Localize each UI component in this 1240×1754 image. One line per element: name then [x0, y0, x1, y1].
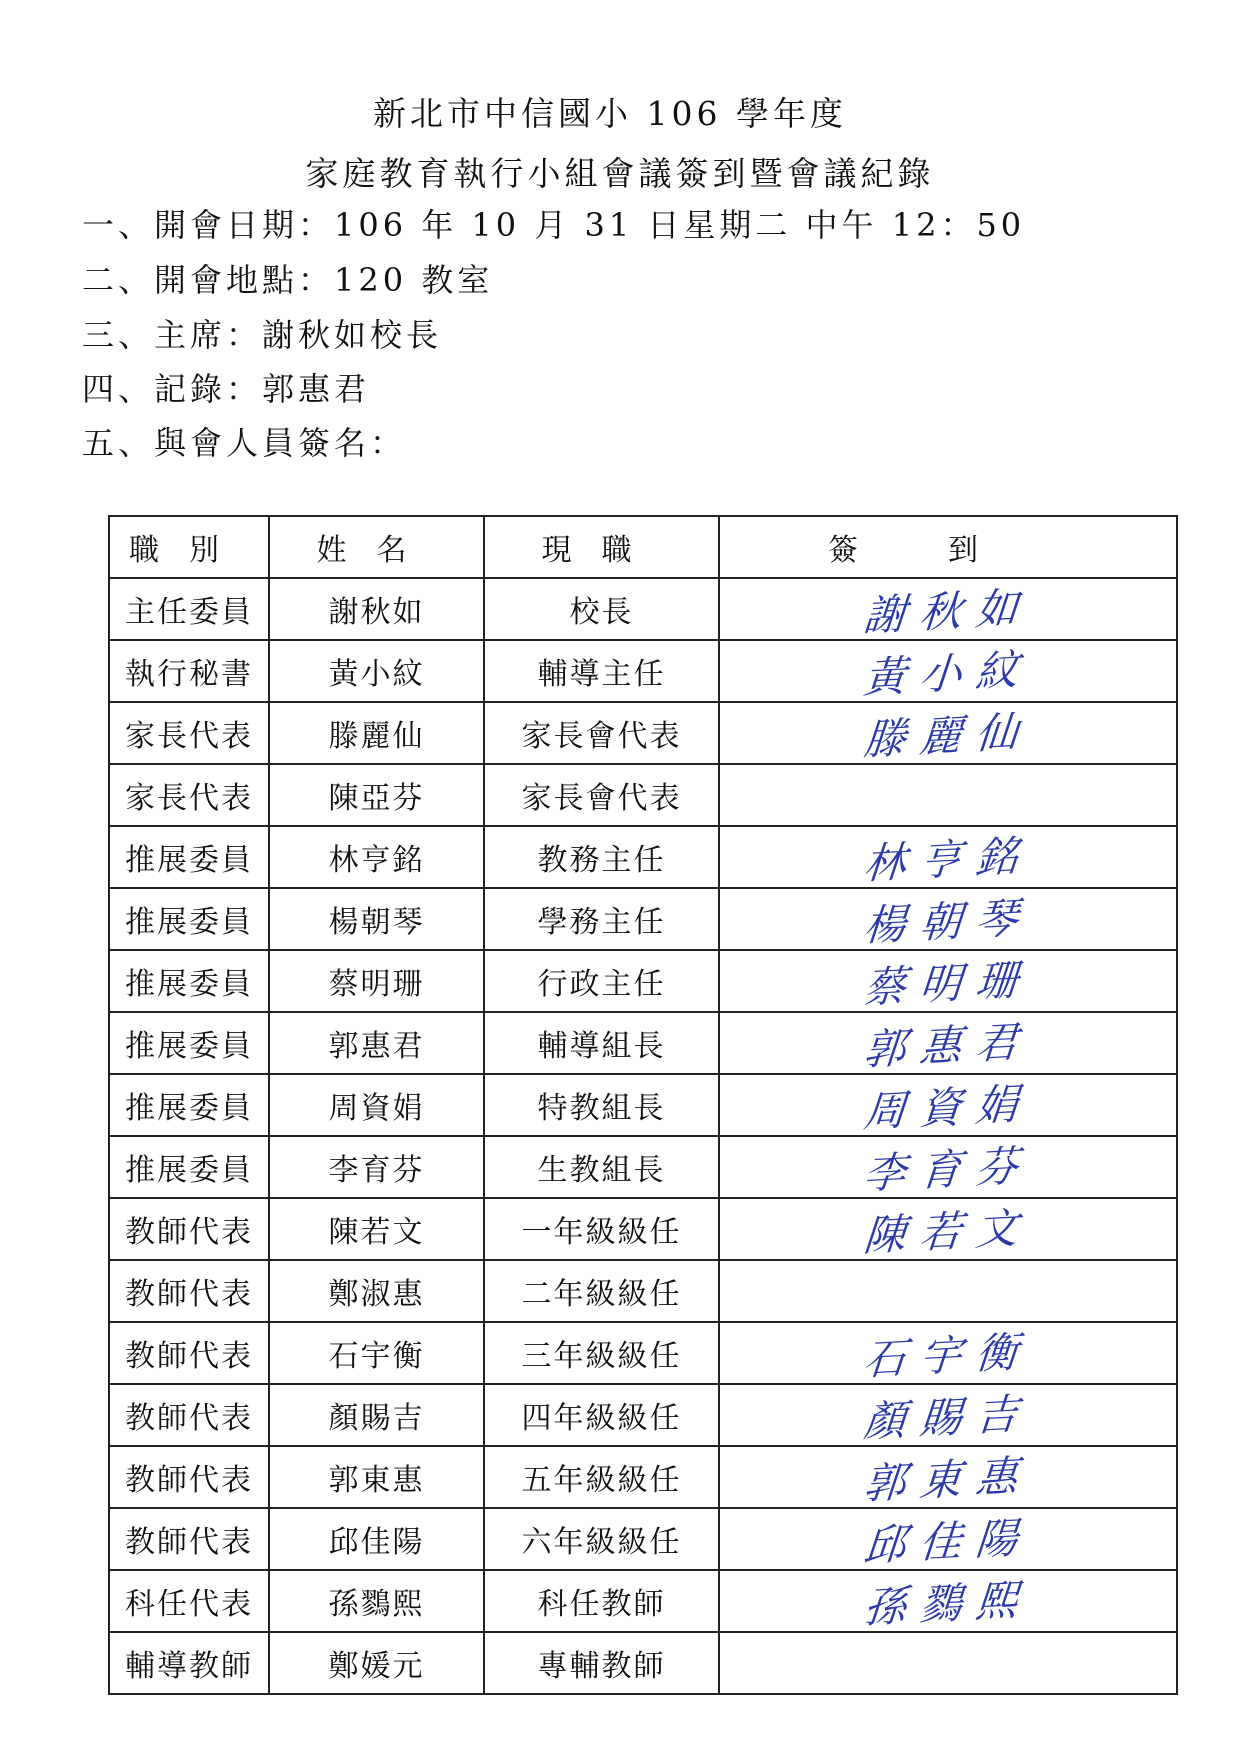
table-row: [109, 950, 1177, 1012]
cell-name: 郭東惠: [269, 1446, 484, 1508]
table-row: [109, 1012, 1177, 1074]
attendance-table: [108, 515, 1178, 1695]
table-row: [109, 1446, 1177, 1508]
cell-name: 蔡明珊: [269, 950, 484, 1012]
handwritten-signature: 楊朝琴: [861, 892, 1034, 951]
cell-signature: [719, 1012, 1177, 1074]
table-row: [109, 1570, 1177, 1632]
cell-name: 鄭淑惠: [269, 1260, 484, 1322]
handwritten-signature: 林亨銘: [861, 830, 1034, 889]
cell-name: 邱佳陽: [269, 1508, 484, 1570]
cell-position: 校長: [484, 578, 719, 640]
cell-name: 顏賜吉: [269, 1384, 484, 1446]
cell-position: 一年級級任: [484, 1198, 719, 1260]
attendee-sign-heading: 五、與會人員簽名：: [82, 424, 407, 462]
cell-name: 鄭媛元: [269, 1632, 484, 1694]
cell-position: 特教組長: [484, 1074, 719, 1136]
header-role: 職別: [109, 516, 269, 578]
meeting-chair: 三、主席：謝秋如校長: [82, 316, 443, 354]
cell-name: 孫鷚熙: [269, 1570, 484, 1632]
cell-role: 推展委員: [109, 1012, 269, 1074]
handwritten-signature: 周資娟: [861, 1078, 1034, 1137]
cell-name: 陳亞芬: [269, 764, 484, 826]
cell-name: 滕麗仙: [269, 702, 484, 764]
cell-signature: [719, 888, 1177, 950]
meeting-date: 一、開會日期：106 年 10 月 31 日星期二 中午 12：50: [82, 206, 1026, 244]
cell-signature: [719, 764, 1177, 826]
table-row: [109, 1136, 1177, 1198]
cell-position: 學務主任: [484, 888, 719, 950]
cell-position: 科任教師: [484, 1570, 719, 1632]
table-row: [109, 764, 1177, 826]
cell-role: 家長代表: [109, 764, 269, 826]
cell-signature: [719, 1136, 1177, 1198]
handwritten-signature: 李育芬: [861, 1140, 1034, 1199]
cell-name: 石宇衡: [269, 1322, 484, 1384]
cell-role: 教師代表: [109, 1446, 269, 1508]
handwritten-signature: 陳若文: [861, 1202, 1034, 1261]
cell-position: 四年級級任: [484, 1384, 719, 1446]
cell-name: 黃小紋: [269, 640, 484, 702]
cell-role: 教師代表: [109, 1384, 269, 1446]
cell-name: 楊朝琴: [269, 888, 484, 950]
cell-name: 謝秋如: [269, 578, 484, 640]
cell-role: 推展委員: [109, 826, 269, 888]
header-signature: 簽到: [719, 516, 1177, 578]
attendance-rows: [109, 578, 1177, 1694]
cell-name: 林亨銘: [269, 826, 484, 888]
cell-position: 輔導組長: [484, 1012, 719, 1074]
table-row: [109, 1198, 1177, 1260]
cell-signature: [719, 1570, 1177, 1632]
document-title: 新北市中信國小 106 學年度: [373, 94, 847, 133]
cell-position: 生教組長: [484, 1136, 719, 1198]
cell-role: 家長代表: [109, 702, 269, 764]
cell-signature: [719, 1632, 1177, 1694]
table-row: [109, 1260, 1177, 1322]
cell-position: 行政主任: [484, 950, 719, 1012]
cell-role: 主任委員: [109, 578, 269, 640]
meeting-location: 二、開會地點：120 教室: [82, 261, 494, 299]
cell-role: 推展委員: [109, 950, 269, 1012]
table-row: [109, 826, 1177, 888]
handwritten-signature: 滕麗仙: [861, 706, 1034, 765]
cell-role: 教師代表: [109, 1198, 269, 1260]
cell-signature: [719, 1384, 1177, 1446]
header-position: 現職: [484, 516, 719, 578]
cell-position: 二年級級任: [484, 1260, 719, 1322]
cell-position: 家長會代表: [484, 764, 719, 826]
handwritten-signature: 郭惠君: [861, 1016, 1034, 1075]
cell-role: 推展委員: [109, 888, 269, 950]
table-row: [109, 578, 1177, 640]
cell-position: 專輔教師: [484, 1632, 719, 1694]
table-row: [109, 1074, 1177, 1136]
cell-signature: [719, 640, 1177, 702]
cell-signature: [719, 1260, 1177, 1322]
handwritten-signature: 石宇衡: [861, 1326, 1034, 1385]
cell-name: 李育芬: [269, 1136, 484, 1198]
cell-role: 教師代表: [109, 1322, 269, 1384]
table-row: [109, 702, 1177, 764]
cell-position: 三年級級任: [484, 1322, 719, 1384]
cell-signature: [719, 1508, 1177, 1570]
cell-signature: [719, 1198, 1177, 1260]
table-row: [109, 1384, 1177, 1446]
handwritten-signature: 郭東惠: [861, 1450, 1034, 1509]
cell-name: 郭惠君: [269, 1012, 484, 1074]
cell-role: 科任代表: [109, 1570, 269, 1632]
table-row: [109, 1632, 1177, 1694]
document-subtitle: 家庭教育執行小組會議簽到暨會議紀錄: [305, 154, 935, 193]
cell-position: 教務主任: [484, 826, 719, 888]
cell-signature: [719, 578, 1177, 640]
cell-role: 教師代表: [109, 1260, 269, 1322]
cell-position: 家長會代表: [484, 702, 719, 764]
cell-signature: [719, 1074, 1177, 1136]
cell-name: 陳若文: [269, 1198, 484, 1260]
handwritten-signature: 邱佳陽: [861, 1512, 1034, 1571]
cell-role: 執行秘書: [109, 640, 269, 702]
cell-role: 教師代表: [109, 1508, 269, 1570]
cell-signature: [719, 826, 1177, 888]
handwritten-signature: 謝秋如: [861, 582, 1034, 641]
handwritten-signature: 孫鷚熙: [861, 1574, 1034, 1633]
cell-role: 推展委員: [109, 1136, 269, 1198]
handwritten-signature: 顏賜吉: [861, 1388, 1034, 1447]
cell-position: 輔導主任: [484, 640, 719, 702]
cell-signature: [719, 1446, 1177, 1508]
handwritten-signature: 蔡明珊: [861, 954, 1034, 1013]
cell-signature: [719, 950, 1177, 1012]
handwritten-signature: 黃小紋: [861, 644, 1034, 703]
meeting-recorder: 四、記錄：郭惠君: [82, 370, 371, 408]
header-name: 姓名: [269, 516, 484, 578]
table-header-row: [109, 516, 1177, 578]
cell-signature: [719, 702, 1177, 764]
cell-name: 周資娟: [269, 1074, 484, 1136]
table-row: [109, 640, 1177, 702]
table-row: [109, 888, 1177, 950]
cell-role: 輔導教師: [109, 1632, 269, 1694]
cell-role: 推展委員: [109, 1074, 269, 1136]
cell-signature: [719, 1322, 1177, 1384]
cell-position: 五年級級任: [484, 1446, 719, 1508]
table-row: [109, 1322, 1177, 1384]
table-row: [109, 1508, 1177, 1570]
cell-position: 六年級級任: [484, 1508, 719, 1570]
